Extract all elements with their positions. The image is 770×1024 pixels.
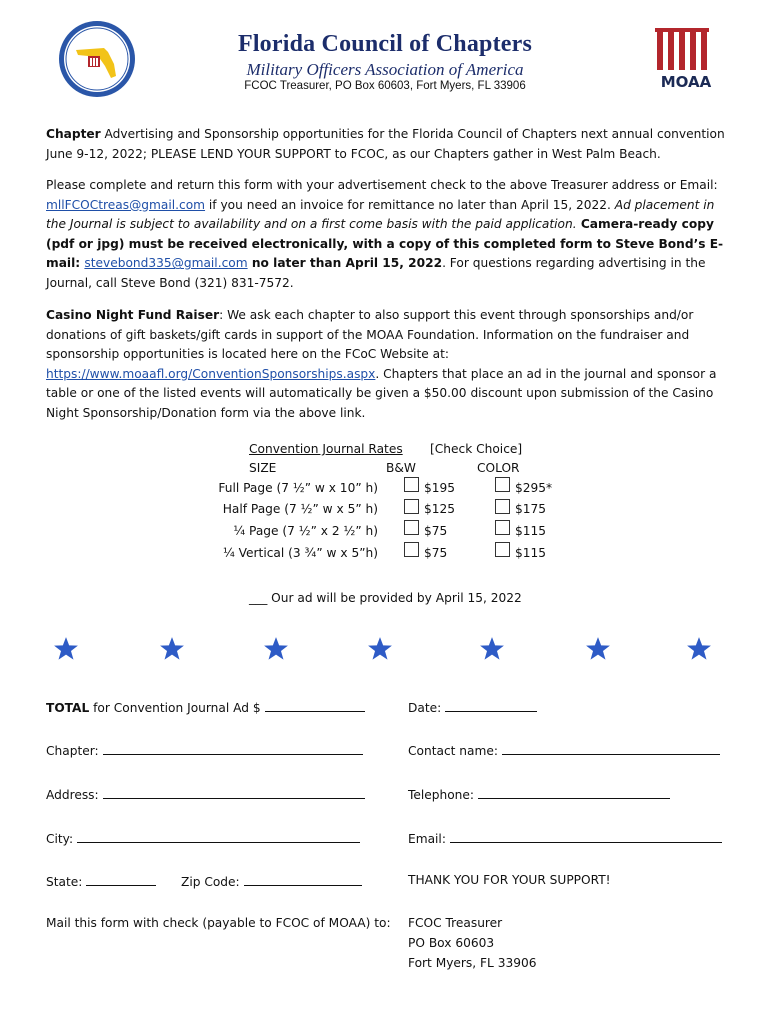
contact-name-input-line[interactable] (502, 742, 720, 755)
color-checkbox[interactable] (495, 477, 510, 492)
mail-address-line-2: PO Box 60603 (408, 936, 495, 950)
treasurer-email-link[interactable]: mllFCOCtreas@gmail.com (46, 197, 206, 212)
email-field[interactable] (408, 830, 722, 846)
steve-bond-email-link[interactable]: stevebond335@gmail.com (84, 256, 248, 271)
rate-row-size: ¼ Vertical (3 ¾” w x 5”h) (222, 546, 378, 560)
color-checkbox[interactable] (495, 520, 510, 535)
star-icon (686, 636, 712, 662)
rate-row-size: Full Page (7 ½” w x 10” h) (218, 481, 378, 495)
total-label: for Convention Journal Ad $ (89, 701, 265, 715)
mail-address-line-3: Fort Myers, FL 33906 (408, 956, 537, 970)
instructions-bold-2: no later than April 15, 2022 (247, 256, 443, 271)
address-field[interactable] (46, 786, 365, 802)
date-field[interactable] (408, 699, 537, 715)
total-field[interactable] (46, 699, 365, 715)
telephone-field[interactable] (408, 786, 670, 802)
bw-checkbox[interactable] (404, 477, 419, 492)
page-title: Florida Council of Chapters (237, 31, 533, 57)
thank-you-text: THANK YOU FOR YOUR SUPPORT! (408, 873, 611, 887)
casino-text-2: . Chapters that place an ad in the journal and sponsor a table or one of the listed events will automatically be given a $50.00 discount upon submission of the Casino Night Sponsorship/Donation form via the above link. (46, 366, 717, 420)
page-subtitle: Military Officers Association of America (246, 60, 524, 79)
moaa-logo (651, 24, 721, 92)
chapter-field[interactable] (46, 742, 363, 758)
state-field[interactable] (46, 873, 156, 889)
date-input-line[interactable] (445, 699, 537, 712)
mail-address-line-1: FCOC Treasurer (408, 916, 503, 930)
zip-code-input-line[interactable] (244, 873, 362, 886)
city-field[interactable] (46, 830, 360, 846)
sponsorships-link[interactable]: https://www.moaafl.org/ConventionSponsorships.aspx (46, 366, 376, 381)
color-checkbox[interactable] (495, 542, 510, 557)
telephone-input-line[interactable] (478, 786, 670, 799)
casino-lead: Casino Night Fund Raiser (46, 308, 220, 322)
state-input-line[interactable] (86, 873, 156, 886)
color-checkbox[interactable] (495, 499, 510, 514)
casino-text-1: : We ask each chapter to also support this event through sponsorships and/or donations of gift baskets/gift cards in support of the MOAA Foundation. Information on the fundraiser and sponsorship opportunities is located here on the FCoC Website at: (46, 308, 694, 362)
intro-lead: Chapter (46, 127, 101, 141)
chapter-label: Chapter: (46, 744, 103, 758)
star-icon (159, 636, 185, 662)
chapter-input-line[interactable] (103, 742, 363, 755)
zip-code-label: Zip Code: (181, 875, 244, 889)
bw-checkbox[interactable] (404, 499, 419, 514)
star-icon (479, 636, 505, 662)
email-input-line[interactable] (450, 830, 722, 843)
check-choice-label: [Check Choice] (430, 442, 523, 456)
state-label: State: (46, 875, 87, 889)
casino-paragraph (46, 306, 736, 424)
contact-name-field[interactable] (408, 742, 720, 758)
star-icon (585, 636, 611, 662)
address-label: Address: (46, 788, 103, 802)
intro-text: Advertising and Sponsorship opportunities for the Florida Council of Chapters next annual convention June 9-12, 2022; PLEASE LEND YOUR SUPPORT to FCOC, as our Chapters gather in West Palm Beach. (46, 127, 725, 161)
rates-heading: Convention Journal Rates (249, 442, 403, 456)
instructions-bold: Camera-ready copy (pdf or jpg) must be received electronically, with a copy of this completed form to Steve Bond’s E-mail: (46, 217, 724, 271)
mail-instructions: Mail this form with check (payable to FCOC of MOAA) to: (46, 916, 391, 930)
star-icon (263, 636, 289, 662)
ad-provided-line[interactable]: ___ Our ad will be provided by April 15, 2022 (249, 591, 522, 605)
treasurer-address: FCOC Treasurer, PO Box 60603, Fort Myers, FL 33906 (244, 80, 526, 92)
rate-row-bw-price: $195 (424, 481, 456, 495)
rate-row-size: ¼ Page (7 ½” x 2 ½” h) (233, 524, 378, 538)
rate-row-color-price: $175 (515, 502, 547, 516)
instructions-text-2: if you need an invoice for remittance no later than April 15, 2022. (205, 197, 615, 212)
bw-checkbox[interactable] (404, 520, 419, 535)
total-input-line[interactable] (265, 699, 365, 712)
address-input-line[interactable] (103, 786, 365, 799)
telephone-label: Telephone: (408, 788, 478, 802)
rate-row-color-price: $115 (515, 546, 547, 560)
rate-row-color-price: $115 (515, 524, 547, 538)
bw-checkbox[interactable] (404, 542, 419, 557)
rate-row-bw-price: $75 (424, 546, 448, 560)
rate-row-color-price: $295* (515, 481, 553, 495)
zip-code-field[interactable] (181, 873, 362, 889)
instructions-text-1: Please complete and return this form with your advertisement check to the above Treasurer address or Email: (46, 178, 718, 192)
color-column-header: COLOR (477, 461, 520, 475)
contact-name-label: Contact name: (408, 744, 502, 758)
size-column-header: SIZE (249, 461, 277, 475)
instructions-text-3: . For questions regarding advertising in the Journal, call Steve Bond (321) 831-7572. (46, 256, 706, 290)
bw-column-header: B&W (386, 461, 416, 475)
star-icon (367, 636, 393, 662)
city-input-line[interactable] (77, 830, 360, 843)
total-label-bold: TOTAL (46, 701, 90, 715)
city-label: City: (46, 832, 77, 846)
rate-row-size: Half Page (7 ½” w x 5” h) (222, 502, 378, 516)
instructions-italic: Ad placement in the Journal is subject to availability and on a first come basis with the paid application. (46, 197, 715, 232)
intro-paragraph (46, 125, 736, 164)
rate-row-bw-price: $125 (424, 502, 456, 516)
star-icon (53, 636, 79, 662)
moaa-logo-text: MOAA (660, 73, 712, 91)
email-label: Email: (408, 832, 450, 846)
date-label: Date: (408, 701, 446, 715)
instructions-paragraph (46, 176, 736, 294)
rate-row-bw-price: $75 (424, 524, 448, 538)
